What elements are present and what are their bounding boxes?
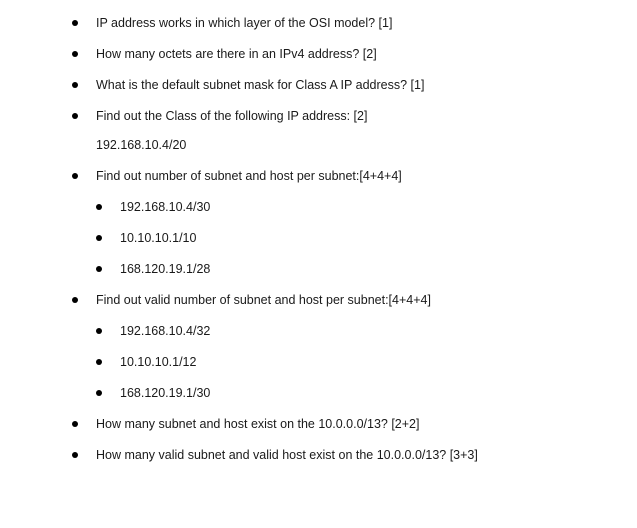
sub-bullet-icon — [96, 235, 102, 241]
question-5-text: Find out number of subnet and host per subnet:[4+4+4] — [96, 169, 402, 183]
bullet-icon — [72, 173, 78, 179]
question-7-text: How many subnet and host exist on the 10.0.0.0/13? [2+2] — [96, 417, 420, 431]
question-6-text: Find out valid number of subnet and host per subnet:[4+4+4] — [96, 293, 431, 307]
question-2-text: How many octets are there in an IPv4 address? [2] — [96, 47, 377, 61]
sub-bullet-icon — [96, 328, 102, 334]
question-5-item: 10.10.10.1/10 — [120, 231, 197, 245]
sub-bullet-icon — [96, 204, 102, 210]
bullet-icon — [72, 82, 78, 88]
question-5-item: 168.120.19.1/28 — [120, 262, 211, 276]
bullet-icon — [72, 452, 78, 458]
question-6-item: 192.168.10.4/32 — [120, 324, 211, 338]
sub-bullet-icon — [96, 359, 102, 365]
question-4-text: Find out the Class of the following IP address: [2] — [96, 109, 368, 123]
question-6-item: 168.120.19.1/30 — [120, 386, 211, 400]
sub-bullet-icon — [96, 266, 102, 272]
question-3-text: What is the default subnet mask for Class A IP address? [1] — [96, 78, 425, 92]
bullet-icon — [72, 421, 78, 427]
bullet-icon — [72, 20, 78, 26]
bullet-icon — [72, 297, 78, 303]
question-6-item: 10.10.10.1/12 — [120, 355, 197, 369]
question-5-item: 192.168.10.4/30 — [120, 200, 211, 214]
question-4-address: 192.168.10.4/20 — [96, 138, 187, 152]
bullet-icon — [72, 113, 78, 119]
question-1-text: IP address works in which layer of the OSI model? [1] — [96, 16, 393, 30]
sub-bullet-icon — [96, 390, 102, 396]
question-8-text: How many valid subnet and valid host exist on the 10.0.0.0/13? [3+3] — [96, 448, 478, 462]
bullet-icon — [72, 51, 78, 57]
